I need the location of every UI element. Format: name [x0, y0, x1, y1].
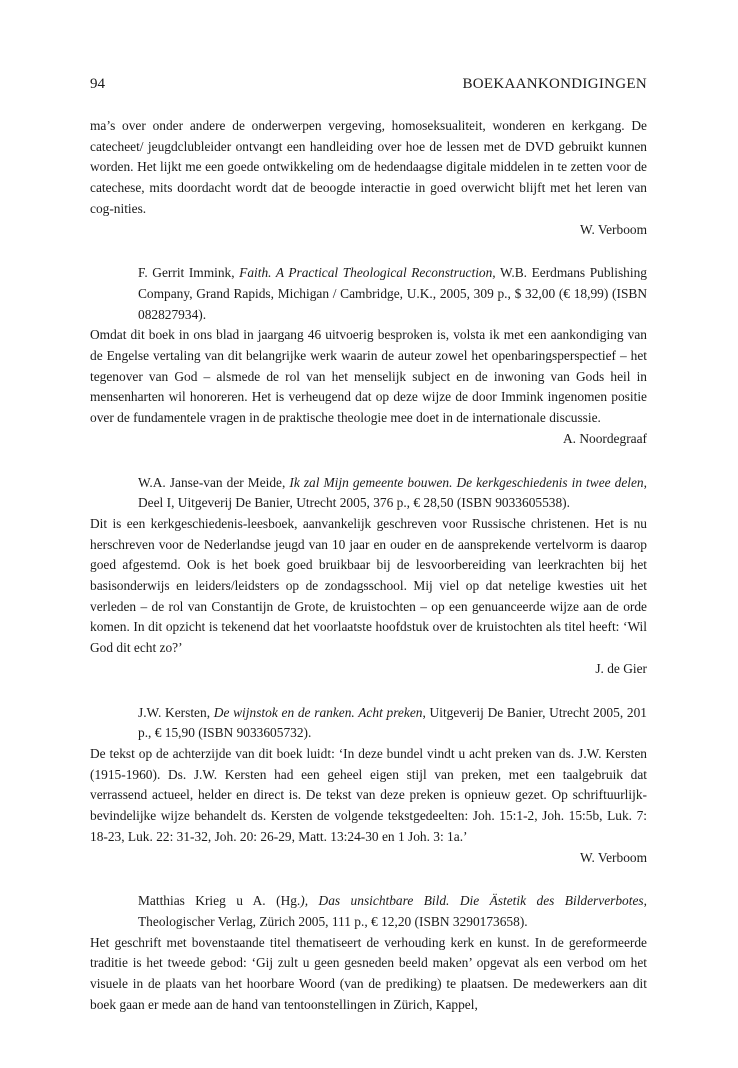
intro-signature: W. Verboom: [580, 221, 647, 237]
intro-paragraph: ma’s over onder andere de onderwerpen vergeving, homoseksualiteit, wonderen en kerkgang. De catecheet/ jeugdclubleider ontvangt een handleiding over hoe de lessen met de DVD gebruikt kunnen worden. Het lijkt me een goede ontwikkeling om de hedendaagse digitale middelen in te zetten voor de catechese, mits doordacht wordt dat de beoogde interactie in goed overwicht blijft met het leren van cog-nities.: [90, 118, 647, 216]
book-citation: W.A. Janse-van der Meide, Ik zal Mijn gemeente bouwen. De kerkgeschiedenis in twee delen, Deel I, Uitgeverij De Banier, Utrecht 2005, 376 p., € 28,50 (ISBN 9033605538).: [138, 474, 647, 511]
reviewer-signature: J. de Gier: [595, 660, 647, 676]
review-body: Het geschrift met bovenstaande titel thematiseert de verhouding kerk en kunst. In de gereformeerde traditie is het tweede gebod: ‘Gij zult u geen gesneden beeld maken’ opgevat als een verbod om het visuele in de plaats van het hoorbare Woord (van de prediking) te plaatsen. De medewerkers aan dit boek gaan er mede aan de hand van tentoonstellingen in Zürich, Kappel,: [90, 934, 647, 1012]
reviewer-signature: A. Noordegraaf: [562, 430, 647, 446]
book-citation: J.W. Kersten, De wijnstok en de ranken. Acht preken, Uitgeverij De Banier, Utrecht 2005, 201 p., € 15,90 (ISBN 9033605732).: [138, 704, 647, 741]
review-kersten: [90, 703, 647, 869]
book-citation: Matthias Krieg u A. (Hg.), Das unsichtbare Bild. Die Ästetik des Bilderverbotes, Theologischer Verlag, Zürich 2005, 111 p., € 12,20 (ISBN 3290173658).: [138, 893, 647, 929]
book-title: Ik zal Mijn gemeente bouwen. De kerkgeschiedenis in twee delen: [289, 474, 644, 490]
book-title: ), Das unsichtbare Bild. Die Ästetik des Bilderverbotes: [300, 893, 644, 909]
review-body: Omdat dit boek in ons blad in jaargang 46 uitvoerig besproken is, volsta ik met een aankondiging van de Engelse vertaling van dit belangrijke werk waarin de auteur zowel het openbaringsperspectief – het tegenover van God – alsmede de rol van het menselijk subject en de inwoning van Gods heil in mensenharten wil honoreren. Het is verheugend dat op deze wijze de door Immink ingenomen positie over de fundamentele vragen in de praktische theologie mee doet in de internationale discussie.: [90, 327, 647, 426]
section-title: BOEKAANKONDIGINGEN: [462, 76, 647, 92]
reviewer-signature: W. Verboom: [580, 849, 647, 865]
running-header: [90, 74, 647, 94]
book-title: De wijnstok en de ranken. Acht preken: [213, 704, 423, 720]
review-janse: [90, 473, 647, 680]
review-krieg: [90, 891, 647, 1015]
book-title: Faith. A Practical Theological Reconstruction,: [239, 265, 496, 281]
review-body: De tekst op de achterzijde van dit boek luidt: ‘In deze bundel vindt u acht preken van ds. J.W. Kersten (1915-1960). Ds. J.W. Kersten had een geheel eigen stijl van preken, met een taalgebruik dat verrassend actueel, helder en direct is. De tekst van deze preken is opnieuw gezet. Op schriftuurlijk-bevindelijke wijze behandelt ds. Kersten de volgende tekstgedeelten: Joh. 15:1-2, Joh. 15:5b, Luk. 7: 18-23, Luk. 22: 31-32, Joh. 20: 26-29, Matt. 13:24-30 en 1 Joh. 3: 1a.’: [90, 745, 647, 844]
review-body: Dit is een kerkgeschiedenis-leesboek, aanvankelijk geschreven voor Russische christenen. Het is nu herschreven voor de Nederlandse jeugd van 10 jaar en ouder en de aansprekende vertelvorm is daarop goed afgestemd. Ook is het boek goed bruikbaar bij de lesvoorbereiding van leerkrachten bij het basisonderwijs en leiders/leidsters op de zondagsschool. Mij viel op dat netelige kwesties uit het verleden – de rol van Constantijn de Grote, de kruistochten – op een genuanceerde wijze aan de orde komen. In dit opzicht is tekenend dat het voorlaatste hoofdstuk over de kruistochten als titel heeft: ‘Wil God dit echt zo?’: [90, 515, 647, 656]
book-citation: F. Gerrit Immink, Faith. A Practical Theological Reconstruction, W.B. Eerdmans Publishing Company, Grand Rapids, Michigan / Cambridge, U.K., 2005, 309 p., $ 32,00 (€ 18,99) (ISBN 082827934).: [138, 265, 647, 322]
page: [90, 74, 647, 1015]
review-immink: [90, 263, 647, 449]
page-number: 94: [90, 76, 105, 92]
